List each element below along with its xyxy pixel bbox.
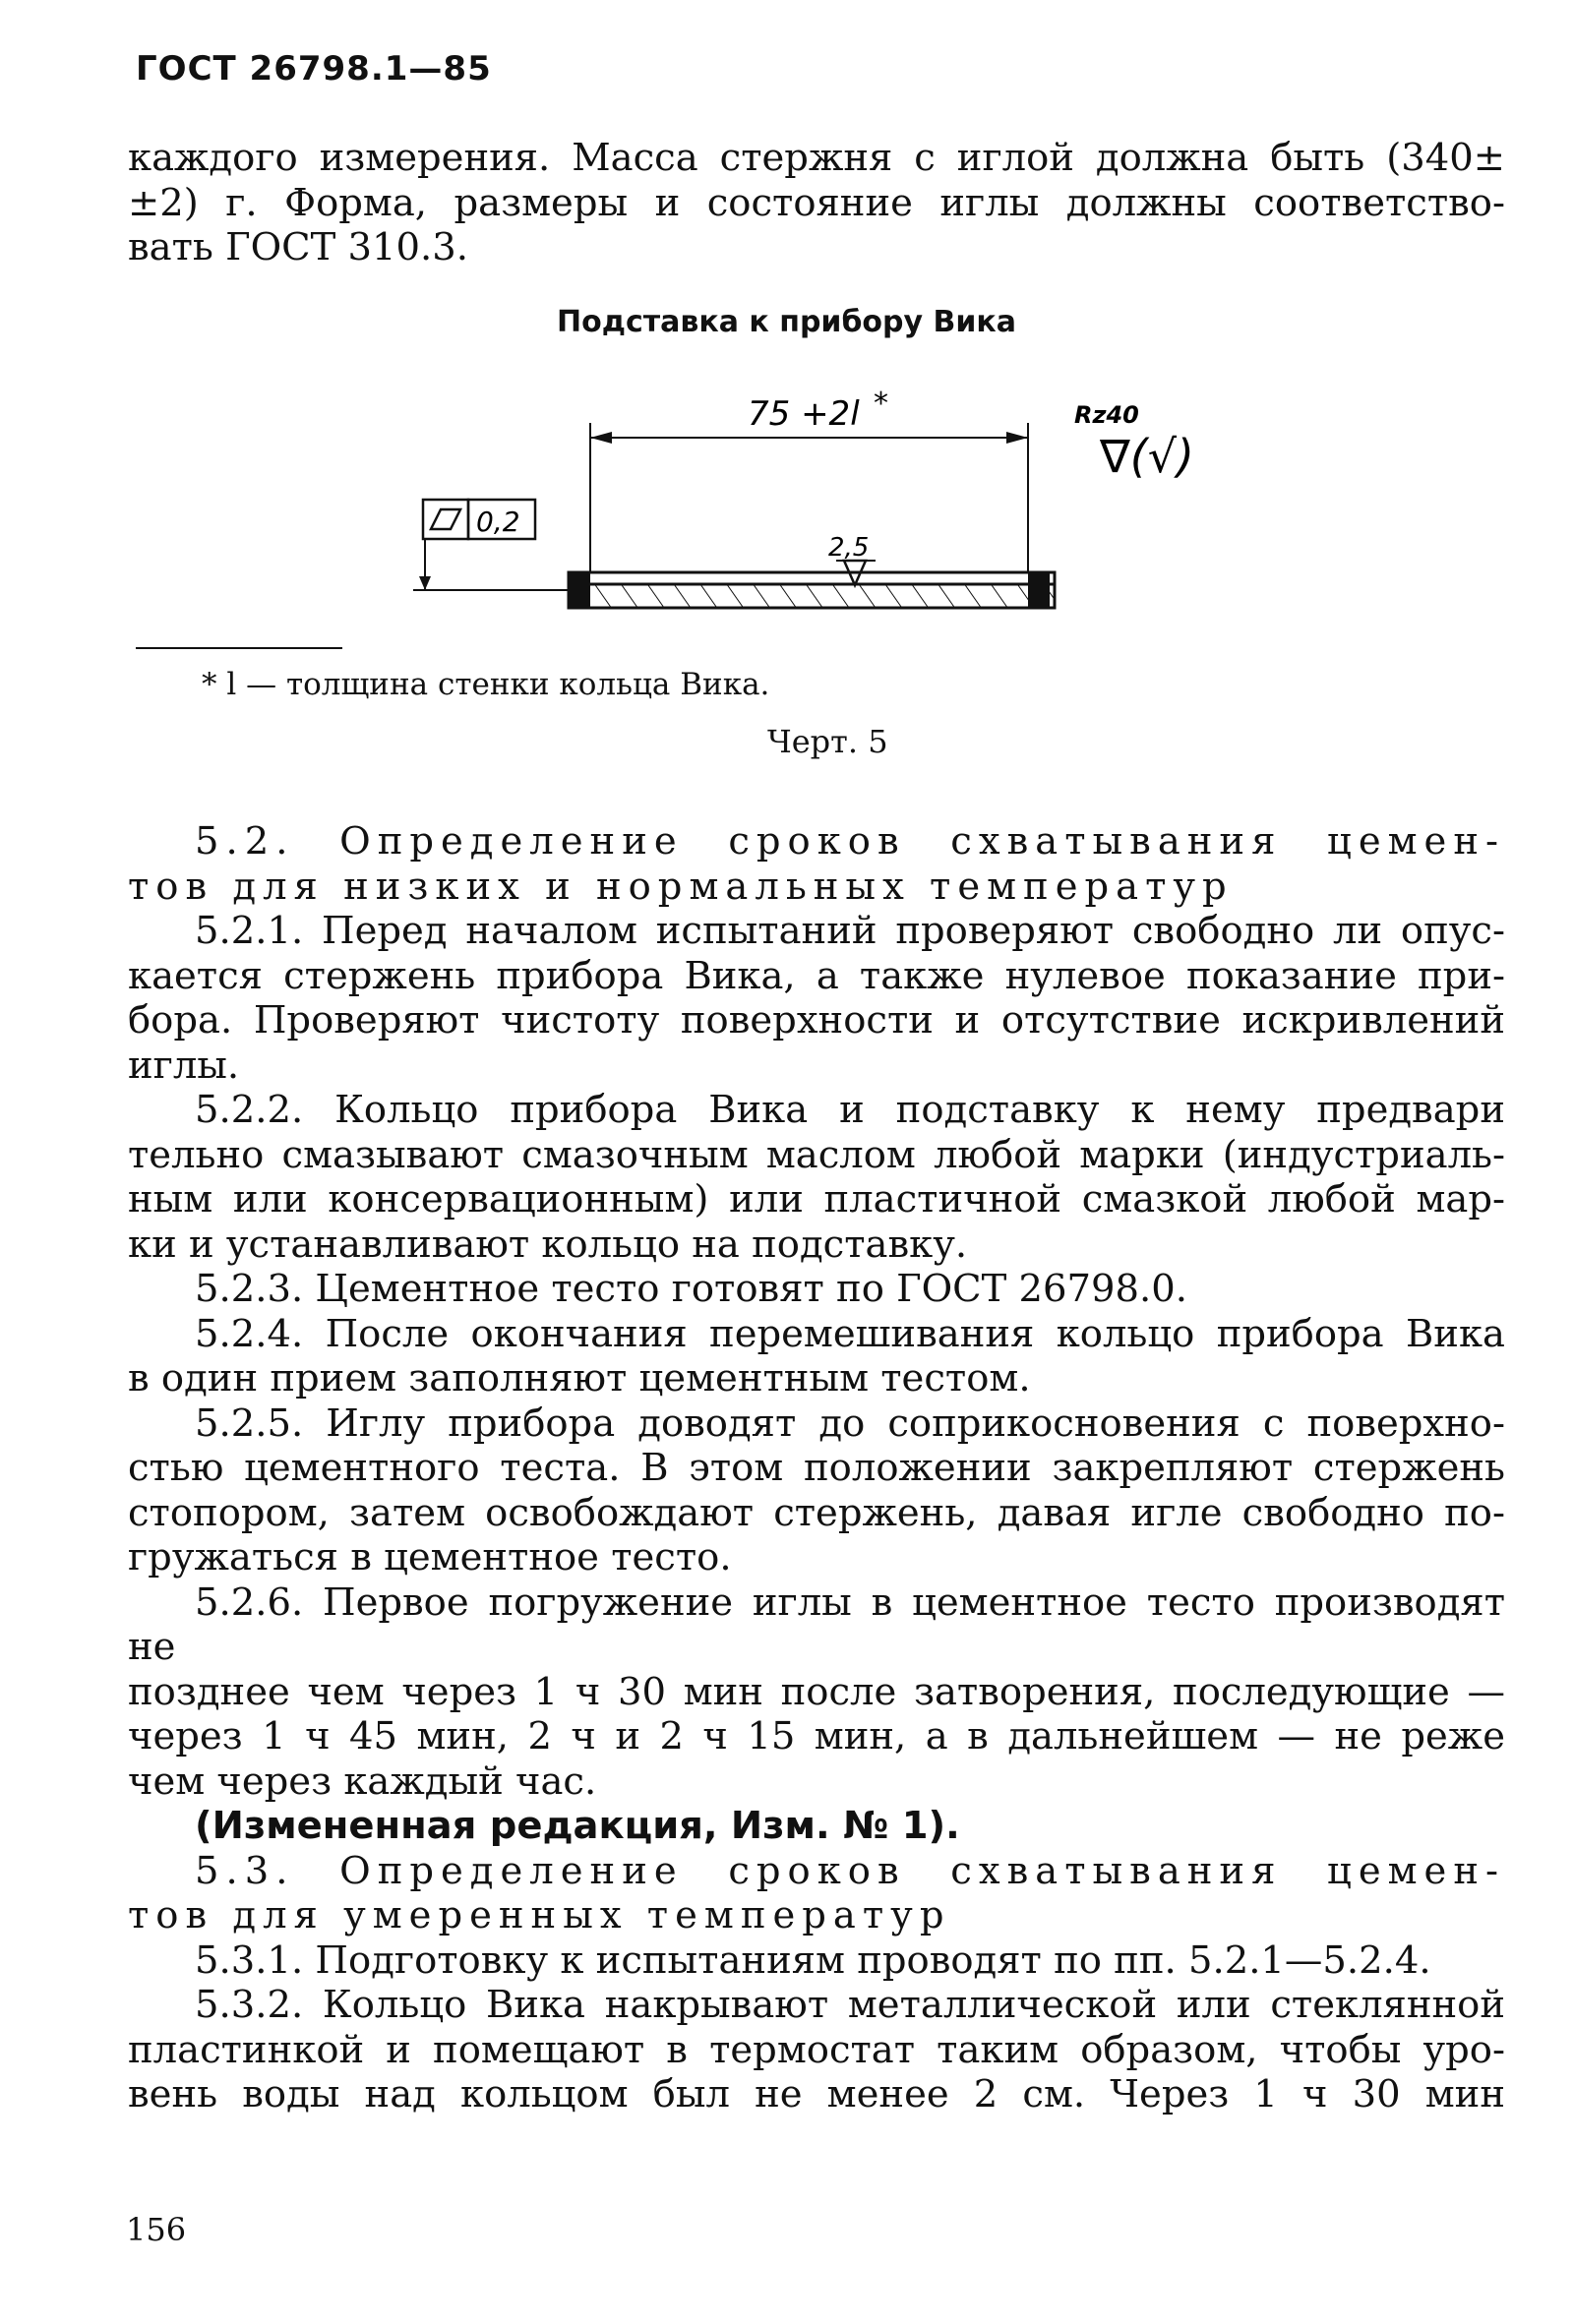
dimension-arrow-right xyxy=(1006,432,1028,444)
flatness-icon xyxy=(431,509,460,529)
ring-wall-left xyxy=(569,572,590,608)
paragraph-line: 5.3.1. Подготовку к испытаниям проводят по пп. 5.2.1—5.2.4. xyxy=(195,1937,1431,1983)
paragraph-line: 5.2.3. Цементное тесто готовят по ГОСТ 26798.0. xyxy=(195,1267,1187,1311)
dimension-footnote-mark: * xyxy=(874,387,888,421)
section-heading-line: 5.3. Определение сроков схватывания цемен- xyxy=(195,1848,1505,1893)
paragraph-line: 5.2.1. Перед началом испытаний проверяют свободно ли опус- xyxy=(195,909,1505,953)
section-heading-line: 5.2. Определение сроков схватывания цемен- xyxy=(195,819,1505,864)
dimension-arrow-left xyxy=(590,432,612,444)
paragraph-line: ным или консервационным) или пластичной смазкой любой мар- xyxy=(128,1177,1505,1222)
section-heading-line: тов для низких и нормальных температур xyxy=(128,864,1234,909)
flatness-symbol-cell xyxy=(423,500,468,539)
roughness-value: Rz40 xyxy=(1074,401,1139,429)
paragraph-line: 5.2.4. После окончания перемешивания кольцо прибора Вика xyxy=(195,1311,1505,1356)
intro-line: ±2) г. Форма, размеры и состояние иглы должны соответство- xyxy=(128,180,1505,225)
footnote-rule xyxy=(136,647,342,649)
base-plate-top xyxy=(569,572,1055,584)
paragraph-line: тельно смазывают смазочным маслом любой марки (индустриаль- xyxy=(128,1132,1505,1177)
paragraph-line: 5.2.6. Первое погружение иглы в цементное тесто производят не xyxy=(128,1579,1505,1669)
paragraph-line: позднее чем через 1 ч 30 мин после затворения, последующие — xyxy=(128,1669,1505,1714)
weld-value: 2,5 xyxy=(828,533,870,563)
main-body xyxy=(128,819,1505,2117)
paragraph-line: через 1 ч 45 мин, 2 ч и 2 ч 15 мин, а в дальнейшем — не реже xyxy=(128,1714,1505,1758)
paragraph-line: гружаться в цементное тесто. xyxy=(128,1535,732,1579)
intro-line: вать ГОСТ 310.3. xyxy=(128,225,469,269)
page-number: 156 xyxy=(126,2211,187,2248)
paragraph-line: кается стержень прибора Вика, а также нулевое показание при- xyxy=(128,953,1505,998)
paragraph-line: 5.2.2. Кольцо прибора Вика и подставку к нему предвари xyxy=(195,1088,1505,1132)
paragraph-line: стью цементного теста. В этом положении закрепляют стержень xyxy=(128,1446,1505,1490)
paragraph-line: 5.3.2. Кольцо Вика накрывают металлической или стеклянной xyxy=(195,1983,1505,2027)
figure-label: Черт. 5 xyxy=(767,723,888,760)
figure-caption: Подставка к прибору Вика xyxy=(557,305,1016,339)
tolerance-arrow xyxy=(419,576,431,590)
paragraph-line: в один прием заполняют цементным тестом. xyxy=(128,1356,1031,1400)
intro-line: каждого измерения. Масса стержня с иглой должна быть (340± xyxy=(128,136,1505,180)
dimension-text: 75 +2l xyxy=(748,394,860,434)
document-header: ГОСТ 26798.1—85 xyxy=(136,49,492,89)
vicat-base-drawing xyxy=(0,0,1573,688)
amendment-note: (Измененная редакция, Изм. № 1). xyxy=(195,1804,960,1848)
paragraph-line: 5.2.5. Иглу прибора доводят до соприкосновения с поверхно- xyxy=(195,1400,1505,1446)
paragraph-line: стопором, затем освобождают стержень, давая игле свободно по- xyxy=(128,1490,1505,1535)
paragraph-line: чем через каждый час. xyxy=(128,1758,597,1804)
paragraph-line: бора. Проверяют чистоту поверхности и отсутствие искривлений xyxy=(128,998,1505,1043)
roughness-symbol: ∇(√) xyxy=(1100,430,1194,483)
flatness-value: 0,2 xyxy=(476,506,520,538)
section-heading-line: тов для умеренных температур xyxy=(128,1893,951,1937)
paragraph-line: ки и устанавливают кольцо на подставку. xyxy=(128,1222,968,1267)
paragraph-line: пластинкой и помещают в термостат таким образом, чтобы уро- xyxy=(128,2027,1505,2072)
paragraph-line: вень воды над кольцом был не менее 2 см. Через 1 ч 30 мин xyxy=(128,2072,1505,2116)
paragraph-line: иглы. xyxy=(128,1043,240,1088)
figure-footnote: * l — толщина стенки кольца Вика. xyxy=(202,667,770,702)
ring-wall-right xyxy=(1028,572,1050,608)
